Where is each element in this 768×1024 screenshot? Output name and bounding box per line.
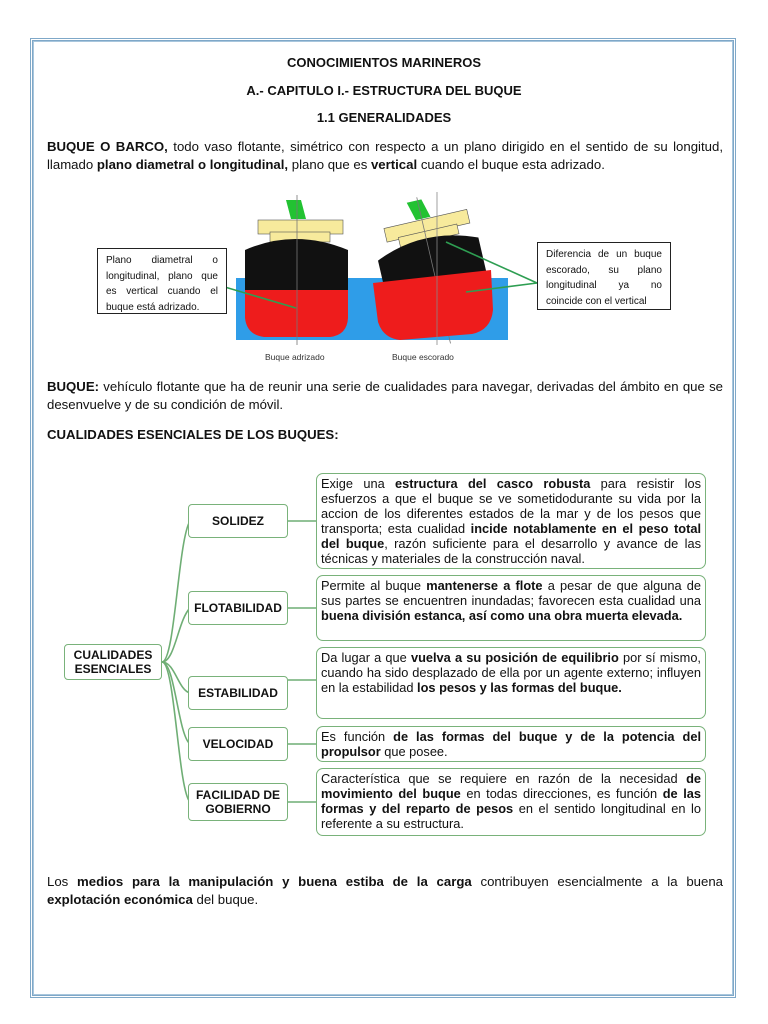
intro-paragraph: BUQUE O BARCO, todo vaso flotante, simétrico con respecto a un plano dirigido en el sentido de su longitud, llamado plano diametral o longitudinal, plano que es vertical cuando el buque esta adrizado. [47,139,723,172]
quality-description [316,768,706,836]
description-text: para resistir los esfuerzos a que el buque se ve sometidodurante su vida por la accion de los diferentes estados de la mar y de los pesos que transporta; esta cualidad [321,476,701,536]
caption-heeled: Buque escorado [392,352,454,362]
description-text: Es función [321,729,394,744]
description-bold-text: incide notablamente en el peso total del buque [321,521,702,551]
intro-term: BUQUE O BARCO, [47,139,168,154]
callout-heeled: Diferencia de un buque escorado, su plano longitudinal ya no coincide con el vertical [537,242,671,310]
description-bold-text: los pesos y las formas del buque. [417,680,622,695]
description-bold-text: vuelva a su posición de equilibrio [410,650,619,665]
description-text: en el sentido longitudinal en lo referente a su estructura. [321,801,701,831]
document-title: CONOCIMIENTOS MARINEROS [286,55,482,70]
description-text: a pesar de que alguna de sus partes se encuentren inundadas; favorecen esta cualidad una [321,578,701,608]
closing-paragraph: Los medios para la manipulación y buena estiba de la carga contribuyen esencialmente a la buena explotación económica del buque. [47,874,724,907]
description-text: por sí mismo, cuando ha sido desplazado de ella por un agente externo; influyen en la estabilidad [321,650,701,695]
quality-description [316,473,706,569]
description-text: en todas direcciones, es función [460,786,663,801]
quality-label: FACILIDAD DE GOBIERNO [188,783,288,821]
quality-label: ESTABILIDAD [188,676,288,710]
caption-upright: Buque adrizado [265,352,325,362]
quality-description [316,647,706,719]
funnel-icon [286,200,306,219]
quality-description [316,575,706,641]
description-text: Exige una [321,476,396,491]
description-bold-text: de las formas del buque y de la potencia del propulsor [321,729,701,759]
quality-label: FLOTABILIDAD [188,591,288,625]
quality-label: VELOCIDAD [188,727,288,761]
description-bold-text: estructura del casco robusta [395,476,591,491]
funnel-icon [407,198,431,221]
description-text: Da lugar a que [321,650,411,665]
chapter-title: A.- CAPITULO I.- ESTRUCTURA DEL BUQUE [246,83,522,98]
buque-definition: BUQUE: vehículo flotante que ha de reunir una serie de cualidades para navegar, derivadas del ámbito en que se desenvuelve y de su condición de móvil. [47,379,723,412]
description-text: Característica que se requiere en razón de la necesidad [321,771,687,786]
description-bold-text: mantenerse a flote [426,578,543,593]
upright-ship [245,195,348,345]
description-text: , razón suficiente para el desarrollo y avance de las técnicas y materiales de la construcción naval. [321,536,701,566]
quality-label: SOLIDEZ [188,504,288,538]
description-text: que posee. [380,744,448,759]
qualities-heading: CUALIDADES ESENCIALES DE LOS BUQUES: [47,427,339,442]
mindmap-root: CUALIDADES ESENCIALES [64,644,162,680]
section-title: 1.1 GENERALIDADES [316,110,452,125]
callout-upright: Plano diametral o longitudinal, plano que es vertical cuando el buque está adrizado. [97,248,227,314]
quality-description [316,726,706,762]
description-text: Permite al buque [321,578,427,593]
description-bold-text: de movimiento del buque [321,771,701,801]
description-bold-text: de las formas y del reparto de pesos [321,786,701,816]
description-bold-text: buena división estanca, así como una obra muerta elevada. [321,608,683,623]
